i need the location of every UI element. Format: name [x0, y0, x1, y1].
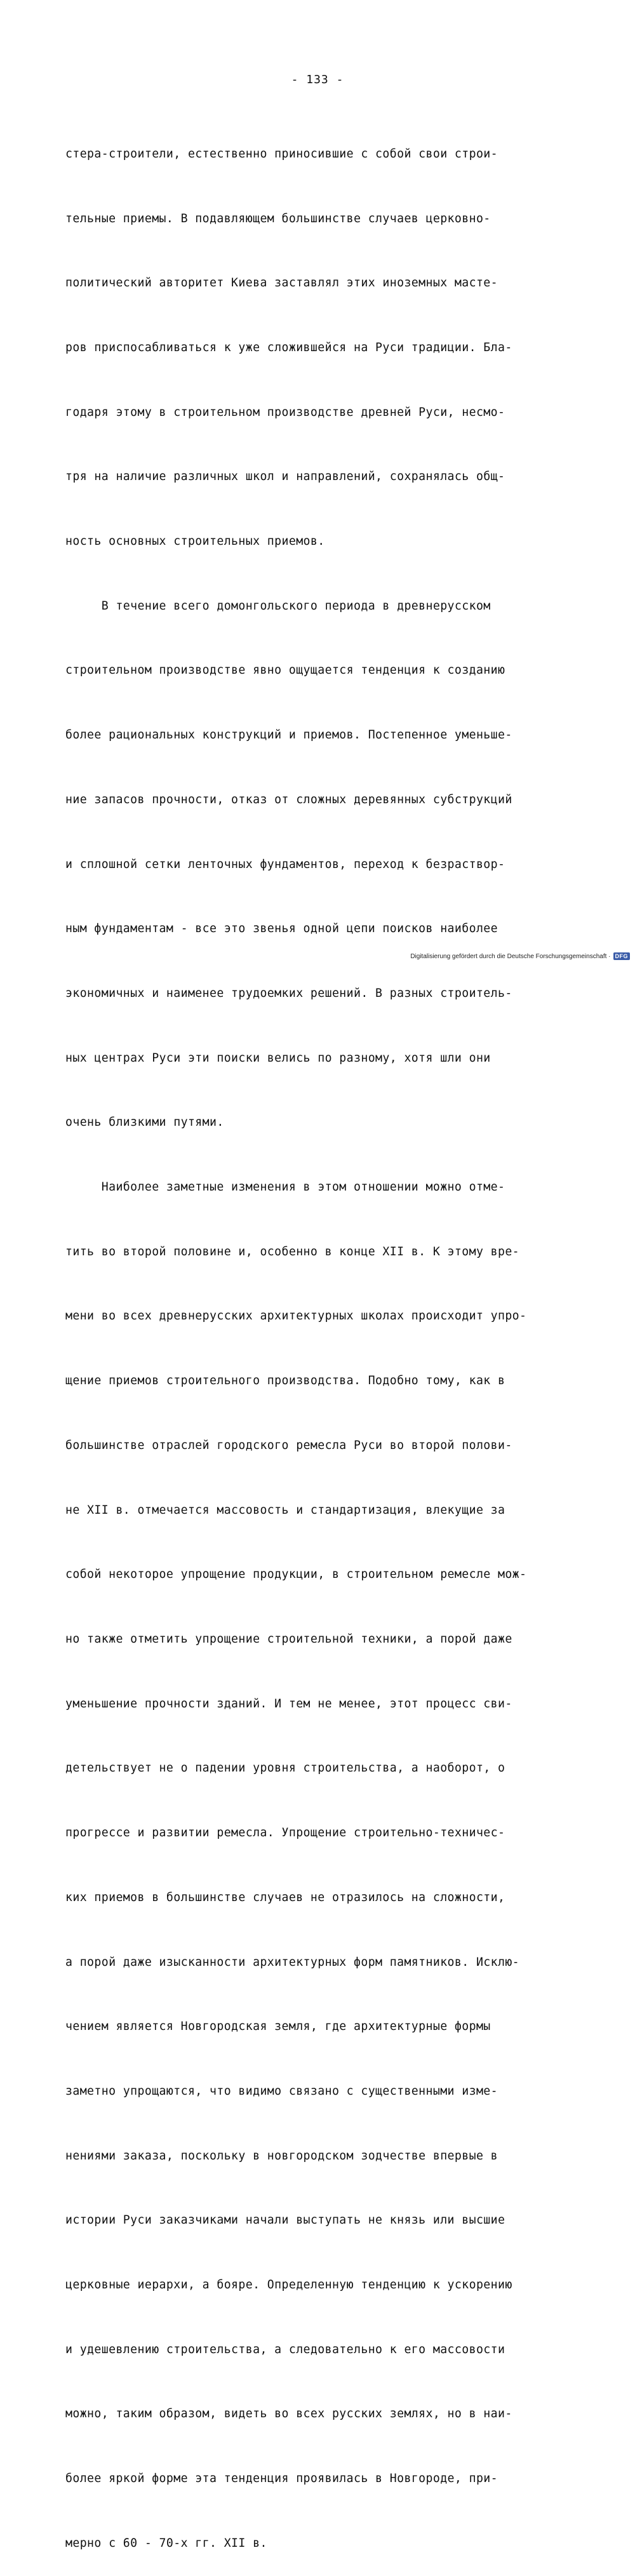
text-line: Наиболее заметные изменения в этом отношении можно отме- [65, 1180, 505, 1194]
text-line: мерно с 60 - 70-х гг. XII в. [65, 2536, 267, 2550]
text-line: ным фундаментам - все это звенья одной цепи поисков наиболее [65, 922, 498, 936]
body-text [65, 100, 573, 2576]
text-line: а порой даже изысканности архитектурных форм памятников. Исклю- [65, 1955, 520, 1969]
text-line: тельные приемы. В подавляющем большинстве случаев церковно- [65, 211, 491, 225]
text-line: ние запасов прочности, отказ от сложных деревянных субструкций [65, 792, 512, 806]
text-line: прогрессе и развитии ремесла. Упрощение строительно-техничес- [65, 1826, 505, 1840]
text-line: нениями заказа, поскольку в новгородском зодчестве впервые в [65, 2149, 498, 2163]
text-line: строительном производстве явно ощущается тенденция к созданию [65, 664, 505, 677]
footer-credit: Digitalisierung gefördert durch die Deutsche Forschungsgemeinschaft · [410, 952, 611, 960]
text-line: можно, таким образом, видеть во всех русских землях, но в наи- [65, 2407, 512, 2421]
text-line: собой некоторое упрощение продукции, в строительном ремесле мож- [65, 1568, 527, 1582]
text-line: очень близкими путями. [65, 1116, 224, 1130]
text-line: В течение всего домонгольского периода в древнерусском [65, 599, 491, 613]
text-line: годаря этому в строительном производстве древней Руси, несмо- [65, 405, 505, 419]
text-line: заметно упрощаются, что видимо связано с существенными изме- [65, 2084, 498, 2098]
text-line: большинстве отраслей городского ремесла Руси во второй полови- [65, 1438, 512, 1452]
text-line: уменьшение прочности зданий. И тем не менее, этот процесс сви- [65, 1697, 512, 1711]
dfg-logo: DFG [613, 952, 631, 960]
text-line: детельствует не о падении уровня строительства, а наоборот, о [65, 1761, 505, 1775]
page-number: - 133 - [291, 73, 344, 86]
text-line: ров приспосабливаться к уже сложившейся на Руси традиции. Бла- [65, 340, 512, 354]
text-line: щение приемов строительного производства. Подобно тому, как в [65, 1374, 505, 1388]
text-line: ность основных строительных приемов. [65, 535, 325, 549]
text-line: политический авторитет Киева заставлял этих иноземных масте- [65, 276, 498, 290]
text-line: мени во всех древнерусских архитектурных школах происходит упро- [65, 1309, 527, 1323]
text-line: более яркой форме эта тенденция проявилась в Новгороде, при- [65, 2472, 498, 2486]
text-line: ных центрах Руси эти поиски велись по разному, хотя шли они [65, 1051, 491, 1065]
text-line: и удешевлению строительства, а следовательно к его массовости [65, 2342, 505, 2356]
footer [410, 952, 630, 960]
text-line: и сплошной сетки ленточных фундаментов, переход к безраствор- [65, 857, 505, 871]
text-line: церковные иерархи, а бояре. Определенную тенденцию к ускорению [65, 2278, 512, 2292]
text-line: более рациональных конструкций и приемов. Постепенное уменьше- [65, 728, 512, 742]
text-line: чением является Новгородская земля, где архитектурные формы [65, 2020, 491, 2034]
text-line: истории Руси заказчиками начали выступать не князь или высшие [65, 2213, 505, 2227]
text-line: не XII в. отмечается массовость и стандартизация, влекущие за [65, 1503, 505, 1517]
text-line: тря на наличие различных школ и направлений, сохранялась общ- [65, 470, 505, 484]
text-line: тить во второй половине и, особенно в конце XII в. К этому вре- [65, 1245, 520, 1258]
text-line: ких приемов в большинстве случаев не отразилось на сложности, [65, 1890, 505, 1904]
text-line: стера-строители, естественно приносившие с собой свои строи- [65, 147, 498, 161]
text-line: экономичных и наименее трудоемких решений. В разных строитель- [65, 986, 512, 1000]
text-line: но также отметить упрощение строительной техники, а порой даже [65, 1632, 512, 1646]
